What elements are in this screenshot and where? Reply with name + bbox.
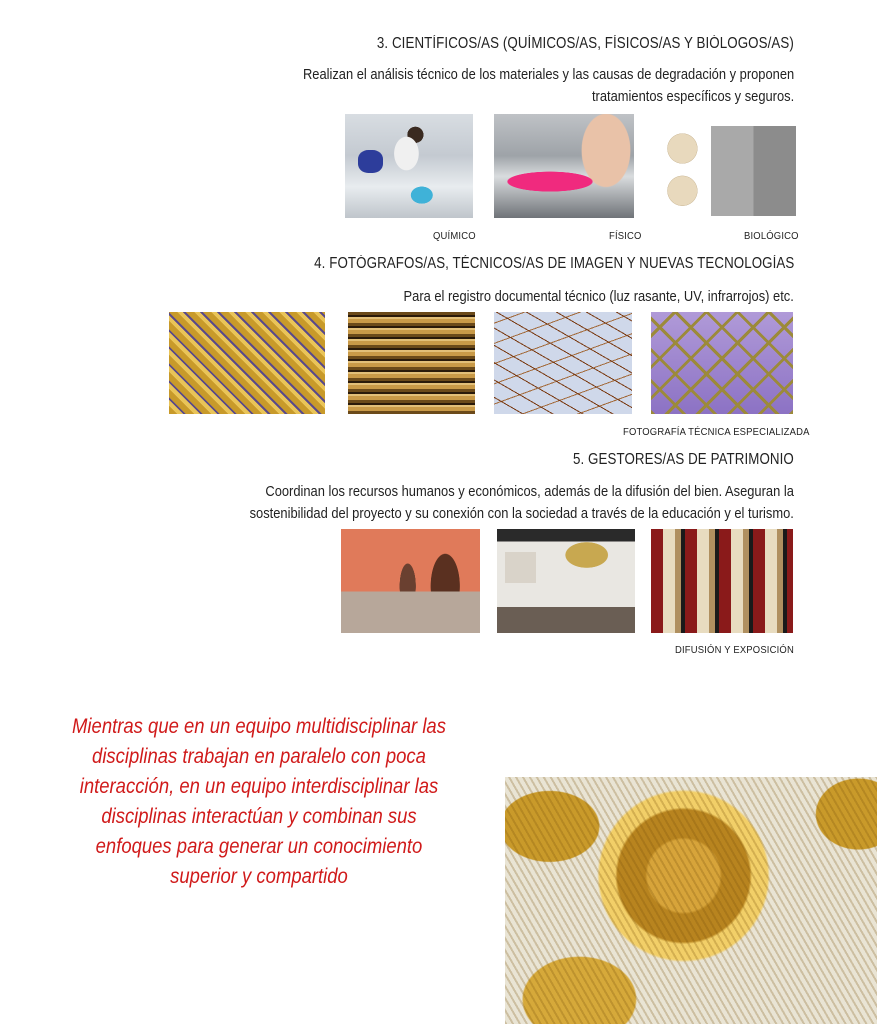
section-5-heading: 5. GESTORES/AS DE PATRIMONIO <box>573 451 794 468</box>
gold-thread-rows-photo <box>348 312 475 414</box>
pull-quote <box>66 712 451 892</box>
quote-line-1: Mientras que en un equipo multidisciplinar las <box>72 715 446 738</box>
caption-fotografia-tecnica: FOTOGRAFÍA TÉCNICA ESPECIALIZADA <box>623 426 810 438</box>
quote-line-5: enfoques para generar un conocimiento <box>95 835 423 858</box>
physicist-photo <box>494 114 634 218</box>
section-5-paragraph <box>250 481 794 525</box>
caption-fisico: FÍSICO <box>609 230 642 242</box>
gold-rose-embroidery-photo <box>505 777 877 1024</box>
museum-gallery-photo <box>341 529 480 633</box>
loose-threads-photo <box>494 312 632 414</box>
section-3-heading: 3. CIENTÍFICOS/AS (QUÍMICOS/AS, FÍSICOS/AS Y BIÓLOGOS/AS) <box>377 35 794 52</box>
section-4-paragraph-line-1: Para el registro documental técnico (luz rasante, UV, infrarrojos) etc. <box>403 288 794 305</box>
quote-line-2: disciplinas trabajan en paralelo con poca <box>92 745 426 768</box>
vestments-display-photo <box>651 529 793 633</box>
gold-embroidery-detail-photo <box>169 312 325 414</box>
quote-line-6: superior y compartido <box>170 865 348 888</box>
section-3-paragraph-line-2: tratamientos específicos y seguros. <box>591 88 794 105</box>
quote-line-3: interacción, en un equipo interdisciplinar las <box>79 775 439 798</box>
chemist-photo <box>345 114 473 218</box>
biology-plate-photo <box>654 126 796 216</box>
section-5-paragraph-line-1: Coordinan los recursos humanos y económicos, además de la difusión del bien. Aseguran la <box>265 483 794 500</box>
section-3-paragraph-line-1: Realizan el análisis técnico de los materiales y las causas de degradación y proponen <box>302 66 794 83</box>
caption-difusion-exposicion: DIFUSIÓN Y EXPOSICIÓN <box>675 644 794 656</box>
section-4-paragraph <box>404 286 794 308</box>
section-3-paragraph <box>303 64 794 108</box>
lattice-embroidery-photo <box>651 312 793 414</box>
caption-biologico: BIOLÓGICO <box>744 230 799 242</box>
caption-quimico: QUÍMICO <box>433 230 476 242</box>
exhibition-hall-photo <box>497 529 635 633</box>
section-4-heading: 4. FOTÓGRAFOS/AS, TÉCNICOS/AS DE IMAGEN Y NUEVAS TECNOLOGÍAS <box>313 255 794 272</box>
quote-line-4: disciplinas interactúan y combinan sus <box>101 805 417 828</box>
section-5-paragraph-line-2: sostenibilidad del proyecto y su conexión con la sociedad a través de la educación y el turismo. <box>249 505 794 522</box>
